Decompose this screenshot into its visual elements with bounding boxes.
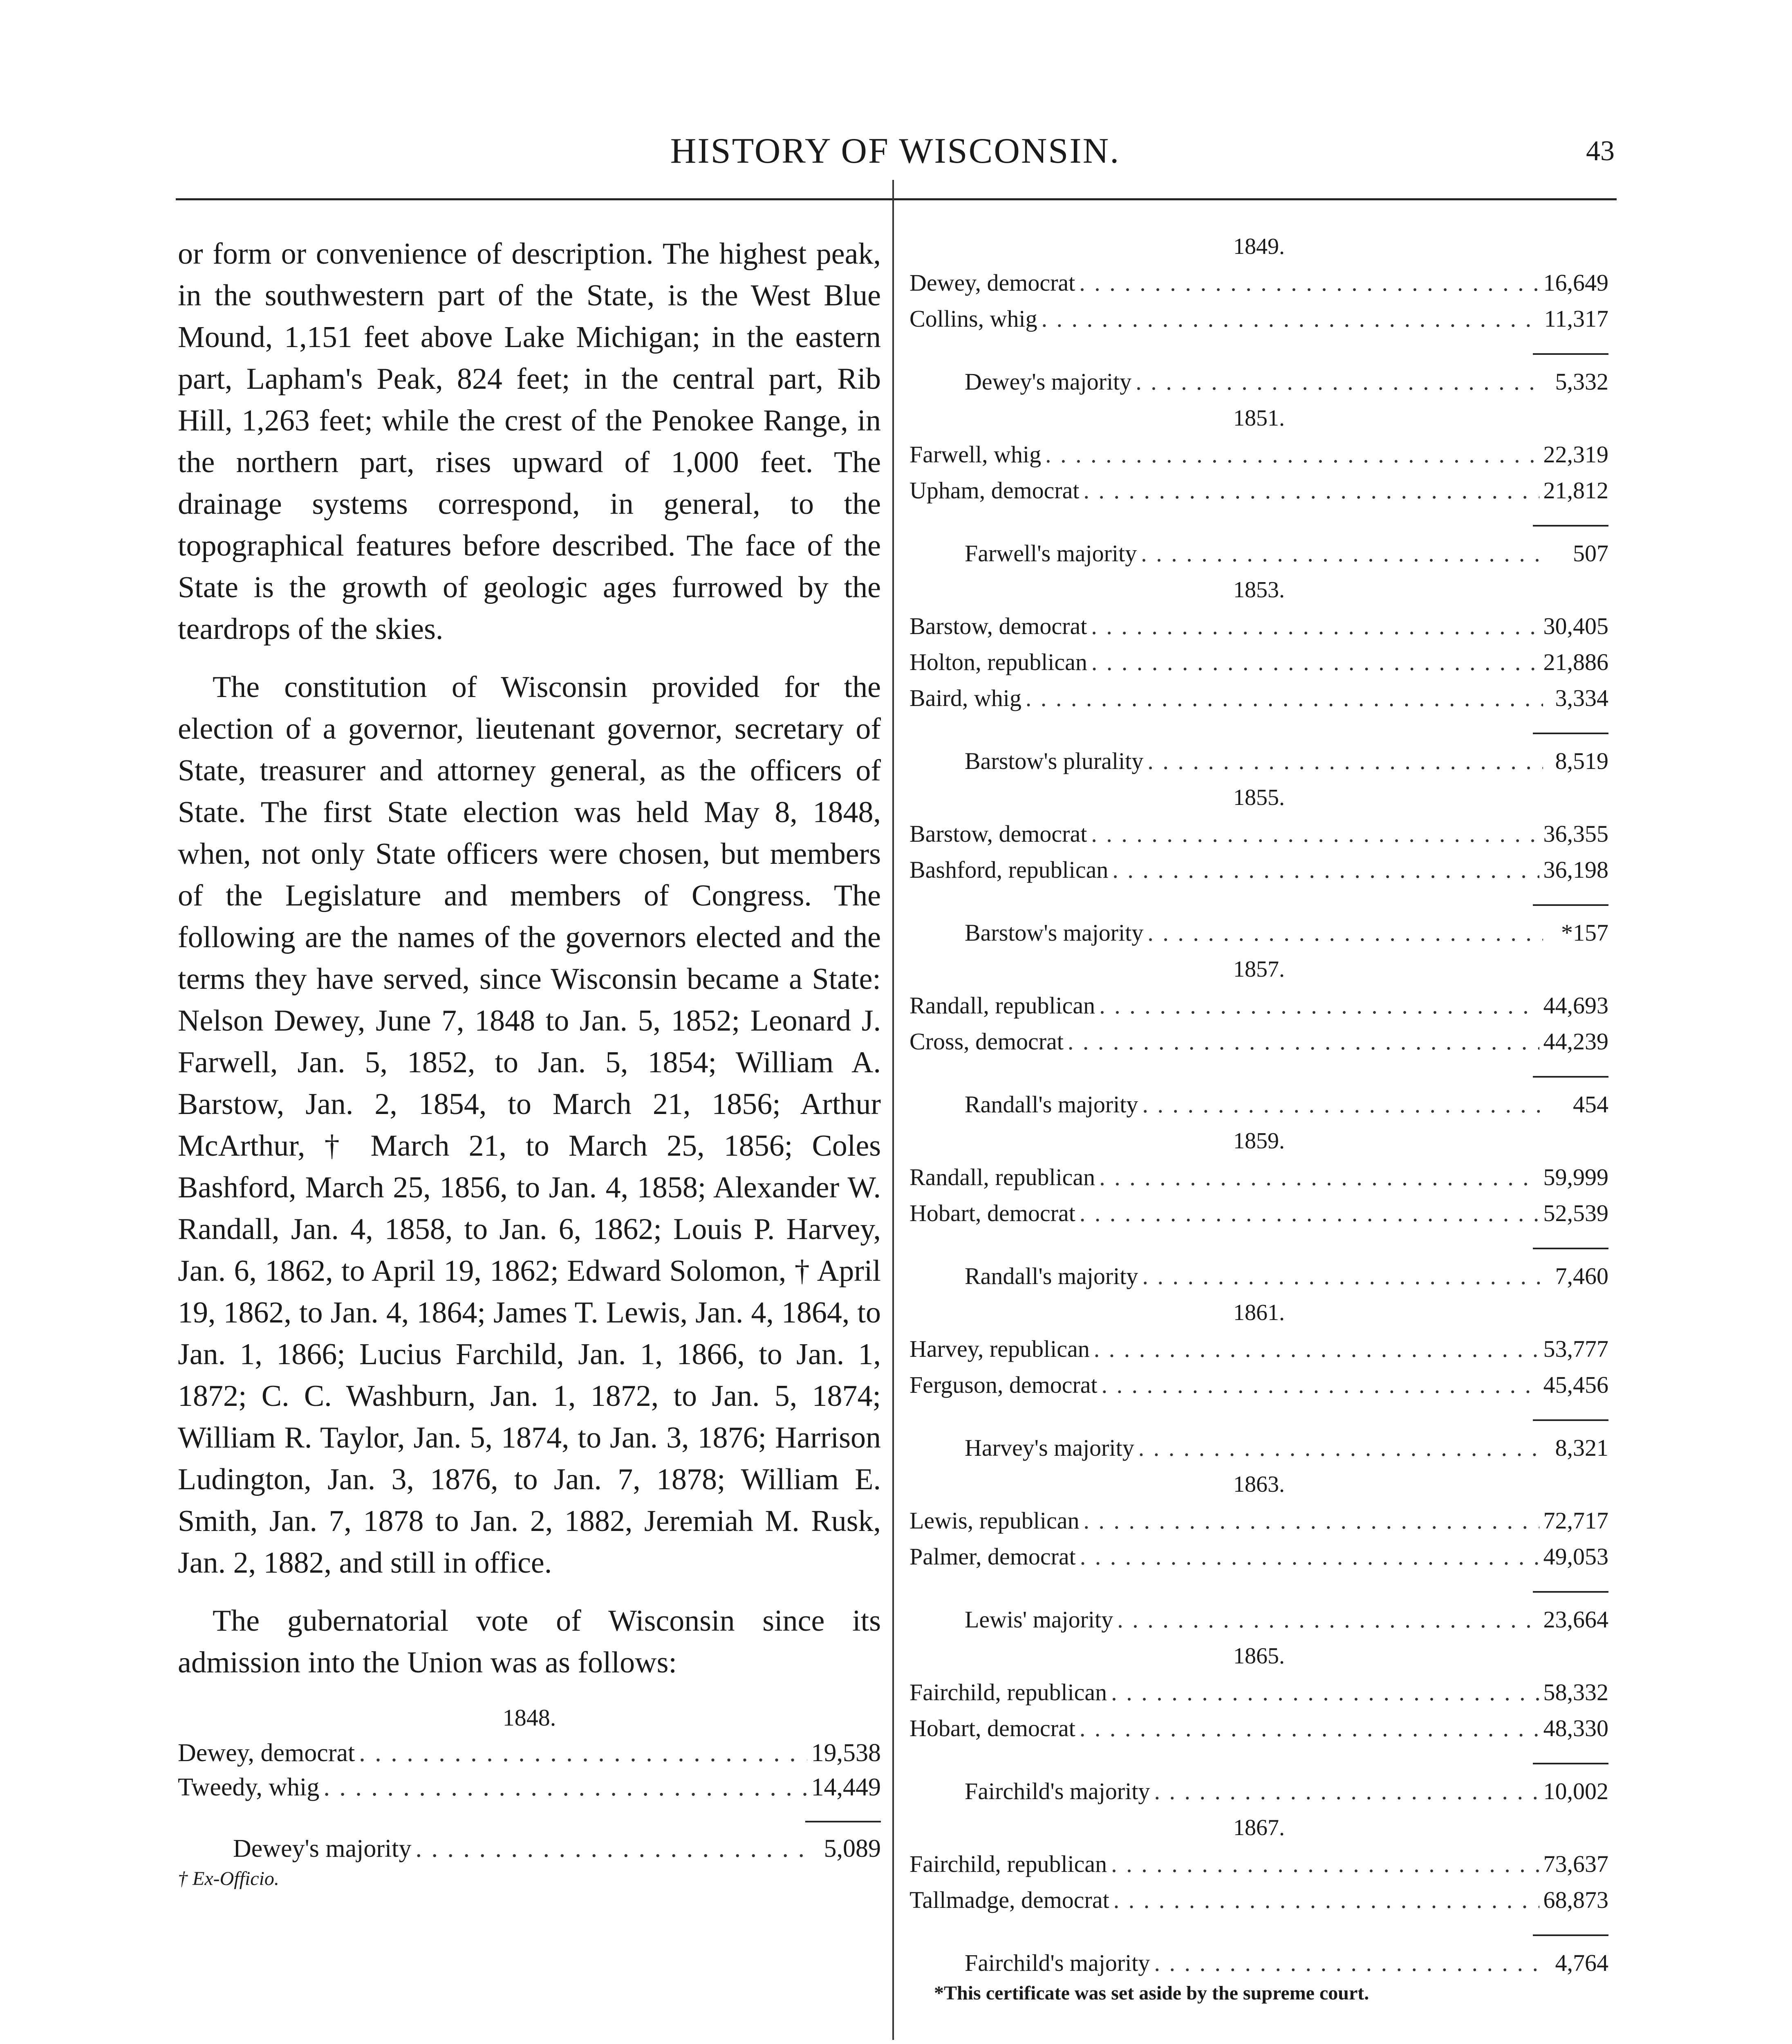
- vote-row: [178, 1770, 881, 1804]
- result-label: Dewey's majority: [965, 368, 1132, 395]
- sum-rule: [1533, 1419, 1608, 1421]
- vote-row: [909, 1331, 1608, 1367]
- vote-year: 1859.: [1233, 1128, 1285, 1154]
- leader-dots: [1147, 915, 1543, 951]
- vote-year: 1857.: [1233, 957, 1285, 982]
- leader-dots: [1045, 437, 1539, 473]
- leader-dots: [415, 1831, 815, 1866]
- result-value: 454: [1573, 1091, 1608, 1118]
- sum-rule: [805, 1821, 881, 1822]
- vote-count: 3,334: [1555, 685, 1608, 711]
- candidate-name: Randall, republican: [909, 1164, 1095, 1190]
- leader-dots: [1084, 473, 1539, 509]
- leader-dots: [1094, 1331, 1539, 1367]
- vote-row: [909, 1367, 1608, 1403]
- candidate-name: Holton, republican: [909, 649, 1087, 675]
- vote-row: [909, 1710, 1608, 1746]
- candidate-name: Harvey, republican: [909, 1336, 1090, 1362]
- vote-row: [909, 1503, 1608, 1539]
- vote-year: 1867.: [1233, 1815, 1285, 1840]
- vote-block: [909, 1123, 1608, 1294]
- vote-row: [909, 1846, 1608, 1882]
- vote-count: 53,777: [1543, 1336, 1608, 1362]
- vote-block: [909, 951, 1608, 1123]
- vote-result-row: [909, 915, 1608, 951]
- leader-dots: [1080, 1195, 1539, 1231]
- page-title: HISTORY OF WISCONSIN.: [670, 131, 1120, 171]
- vote-count: 16,649: [1543, 269, 1608, 296]
- leader-dots: [359, 1736, 807, 1770]
- vote-count: 19,538: [811, 1739, 881, 1767]
- leader-dots: [1141, 536, 1543, 572]
- vote-count: 30,405: [1543, 613, 1608, 639]
- result-value: 23,664: [1543, 1606, 1608, 1633]
- vote-result-row: [909, 1945, 1608, 1981]
- vote-year: 1865.: [1233, 1643, 1285, 1669]
- candidate-name: Fairchild, republican: [909, 1851, 1107, 1877]
- vote-row: [909, 1159, 1608, 1195]
- vote-count: 36,198: [1543, 856, 1608, 883]
- candidate-name: Dewey, democrat: [909, 269, 1075, 296]
- leader-dots: [1079, 265, 1539, 301]
- leader-dots: [1138, 1430, 1543, 1466]
- leader-dots: [1091, 608, 1539, 644]
- page-header: [176, 129, 1615, 174]
- vote-row: [909, 1882, 1608, 1918]
- vote-count: 11,317: [1544, 305, 1608, 332]
- page-number: 43: [1586, 135, 1615, 167]
- result-value: 7,460: [1555, 1263, 1608, 1289]
- vote-year: 1863.: [1233, 1472, 1285, 1497]
- vote-block: [909, 1294, 1608, 1466]
- sum-rule: [1533, 1763, 1608, 1764]
- result-label: Dewey's majority: [233, 1835, 412, 1862]
- result-value: 8,321: [1555, 1434, 1608, 1461]
- vote-block: [909, 779, 1608, 951]
- candidate-name: Hobart, democrat: [909, 1200, 1075, 1226]
- leader-dots: [1142, 1087, 1543, 1123]
- vote-block: [909, 228, 1608, 400]
- vote-year: 1853.: [1233, 577, 1285, 603]
- result-label: Harvey's majority: [965, 1434, 1134, 1461]
- vote-row: [909, 437, 1608, 473]
- vote-block-1848: [178, 1700, 881, 1866]
- sum-rule: [1533, 733, 1608, 734]
- result-label: Farwell's majority: [965, 540, 1137, 567]
- vote-count: 73,637: [1543, 1851, 1608, 1877]
- vote-block: [909, 1809, 1608, 1981]
- vote-row: [909, 680, 1608, 716]
- leader-dots: [1042, 301, 1540, 337]
- vote-result-row: [909, 1258, 1608, 1294]
- vote-count: 44,693: [1543, 992, 1608, 1019]
- vote-row: [909, 265, 1608, 301]
- candidate-name: Tallmadge, democrat: [909, 1887, 1109, 1913]
- vote-count: 36,355: [1543, 820, 1608, 847]
- sum-rule: [1533, 904, 1608, 906]
- leader-dots: [1102, 1367, 1539, 1403]
- vote-result-row: [909, 1773, 1608, 1809]
- result-label: Randall's majority: [965, 1091, 1138, 1118]
- result-value: 8,519: [1555, 748, 1608, 774]
- vote-block: [909, 400, 1608, 572]
- vote-count: 48,330: [1543, 1715, 1608, 1741]
- leader-dots: [1113, 1882, 1539, 1918]
- vote-count: 58,332: [1543, 1679, 1608, 1706]
- candidate-name: Baird, whig: [909, 685, 1021, 711]
- leader-dots: [1111, 1674, 1539, 1710]
- vote-result-row: [909, 743, 1608, 779]
- vote-block: [909, 572, 1608, 779]
- candidate-name: Upham, democrat: [909, 477, 1080, 504]
- result-label: Fairchild's majority: [965, 1778, 1150, 1804]
- vote-count: 72,717: [1543, 1507, 1608, 1534]
- vote-result-row: [178, 1831, 881, 1866]
- vote-row: [909, 608, 1608, 644]
- vote-row: [909, 1674, 1608, 1710]
- result-value: 507: [1573, 540, 1608, 567]
- candidate-name: Hobart, democrat: [909, 1715, 1075, 1741]
- result-value: 5,332: [1555, 368, 1608, 395]
- leader-dots: [1080, 1539, 1539, 1575]
- sum-rule: [1533, 1248, 1608, 1249]
- vote-year: 1851.: [1233, 406, 1285, 431]
- vote-block: [909, 1466, 1608, 1638]
- sum-rule: [1533, 525, 1608, 527]
- vote-result-row: [909, 536, 1608, 572]
- candidate-name: Farwell, whig: [909, 441, 1042, 468]
- candidate-name: Barstow, democrat: [909, 613, 1087, 639]
- paragraph-governors: The constitution of Wisconsin provided for the election of a governor, lieutenant governor, secretary of State, treasurer and attorney general, as the officers of State. The first State election was held May 8, 1848, when, not only State officers were chosen, but members of the Legislature and members of Congress. The following are the names of the governors elected and the terms they have served, since Wisconsin became a State: Nelson Dewey, June 7, 1848 to Jan. 5, 1852; Leonard J. Farwell, Jan. 5, 1852, to Jan. 5, 1854; William A. Barstow, Jan. 2, 1854, to March 21, 1856; Arthur McArthur, † March 21, to March 25, 1856; Coles Bashford, March 25, 1856, to Jan. 4, 1858; Alexander W. Randall, Jan. 4, 1858, to Jan. 6, 1862; Louis P. Harvey, Jan. 6, 1862, to April 19, 1862; Edward Solomon, † April 19, 1862, to Jan. 4, 1864; James T. Lewis, Jan. 4, 1864, to Jan. 1, 1866; Lucius Farchild, Jan. 1, 1866, to Jan. 1, 1872; C. C. Washburn, Jan. 1, 1872, to Jan. 5, 1874; William R. Taylor, Jan. 5, 1874, to Jan. 3, 1876; Harrison Ludington, Jan. 3, 1876, to Jan. 7, 1878; William E. Smith, Jan. 7, 1878 to Jan. 2, 1882, Jeremiah M. Rusk, Jan. 2, 1882, and still in office.: [178, 670, 881, 1580]
- leader-dots: [1091, 816, 1539, 852]
- vote-row: [909, 301, 1608, 337]
- sum-rule: [1533, 1934, 1608, 1936]
- vote-row: [909, 1539, 1608, 1575]
- leader-dots: [323, 1770, 807, 1804]
- candidate-name: Collins, whig: [909, 305, 1037, 332]
- vote-result-row: [909, 364, 1608, 400]
- vote-block: [909, 1638, 1608, 1809]
- vote-year: 1848.: [502, 1704, 556, 1731]
- vote-count: 45,456: [1543, 1372, 1608, 1398]
- vote-count: 44,239: [1543, 1028, 1608, 1055]
- vote-count: 21,886: [1543, 649, 1608, 675]
- vote-row: [909, 473, 1608, 509]
- leader-dots: [1112, 852, 1539, 888]
- candidate-name: Tweedy, whig: [178, 1773, 320, 1801]
- sum-rule: [1533, 1076, 1608, 1078]
- leader-dots: [1111, 1846, 1539, 1882]
- vote-count: 68,873: [1543, 1887, 1608, 1913]
- vote-row: [909, 816, 1608, 852]
- leader-dots: [1091, 644, 1539, 680]
- result-label: Barstow's majority: [965, 919, 1144, 946]
- vote-row: [178, 1736, 881, 1770]
- candidate-name: Dewey, democrat: [178, 1739, 355, 1767]
- result-value: 5,089: [824, 1835, 881, 1862]
- leader-dots: [1026, 680, 1543, 716]
- right-column: [909, 228, 1608, 2005]
- result-label: Randall's majority: [965, 1263, 1138, 1289]
- footnote-certificate: *This certificate was set aside by the supreme court.: [934, 1982, 1369, 2004]
- candidate-name: Barstow, democrat: [909, 820, 1087, 847]
- footnote-ex-officio: † Ex-Officio.: [178, 1868, 279, 1889]
- vote-count: 14,449: [811, 1773, 881, 1801]
- paragraph-vote-intro: The gubernatorial vote of Wisconsin since its admission into the Union was as follows:: [178, 1604, 881, 1679]
- leader-dots: [1117, 1602, 1539, 1638]
- vote-result-row: [909, 1087, 1608, 1123]
- candidate-name: Cross, democrat: [909, 1028, 1064, 1055]
- candidate-name: Randall, republican: [909, 992, 1095, 1019]
- result-value: 10,002: [1543, 1778, 1608, 1804]
- vote-result-row: [909, 1602, 1608, 1638]
- leader-dots: [1142, 1258, 1543, 1294]
- leader-dots: [1084, 1503, 1539, 1539]
- result-value: 4,764: [1555, 1950, 1608, 1976]
- vote-year: 1849.: [1233, 234, 1285, 259]
- vote-row: [909, 988, 1608, 1024]
- candidate-name: Ferguson, democrat: [909, 1372, 1098, 1398]
- vote-count: 59,999: [1543, 1164, 1608, 1190]
- leader-dots: [1154, 1773, 1539, 1809]
- vote-row: [909, 852, 1608, 888]
- candidate-name: Fairchild, republican: [909, 1679, 1107, 1706]
- vote-row: [909, 644, 1608, 680]
- vote-result-row: [909, 1430, 1608, 1466]
- column-divider: [892, 180, 894, 2040]
- vote-row: [909, 1195, 1608, 1231]
- candidate-name: Lewis, republican: [909, 1507, 1080, 1534]
- candidate-name: Bashford, republican: [909, 856, 1109, 883]
- vote-blocks: [909, 228, 1608, 1981]
- vote-year: 1861.: [1233, 1300, 1285, 1325]
- header-rule: [176, 198, 1617, 200]
- vote-year: 1855.: [1233, 785, 1285, 810]
- sum-rule: [1533, 1591, 1608, 1593]
- paragraph-topography: or form or convenience of description. The highest peak, in the southwestern part of the State, is the West Blue Mound, 1,151 feet above Lake Michigan; in the eastern part, Lapham's Peak, 824 feet; in the central part, Rib Hill, 1,263 feet; while the crest of the Penokee Range, in the northern part, rises upward of 1,000 feet. The drainage systems correspond, in general, to the topographical features before described. The face of the State is the growth of geologic ages furrowed by the teardrops of the skies.: [178, 237, 881, 646]
- left-column: [178, 233, 881, 1891]
- result-label: Lewis' majority: [965, 1606, 1113, 1633]
- vote-count: 52,539: [1543, 1200, 1608, 1226]
- result-label: Fairchild's majority: [965, 1950, 1150, 1976]
- leader-dots: [1080, 1710, 1539, 1746]
- leader-dots: [1099, 1159, 1539, 1195]
- leader-dots: [1099, 988, 1539, 1024]
- leader-dots: [1068, 1024, 1539, 1060]
- leader-dots: [1136, 364, 1543, 400]
- result-value: *157: [1561, 919, 1608, 946]
- vote-row: [909, 1024, 1608, 1060]
- leader-dots: [1154, 1945, 1543, 1981]
- vote-count: 21,812: [1543, 477, 1608, 504]
- leader-dots: [1147, 743, 1543, 779]
- sum-rule: [1533, 353, 1608, 355]
- vote-count: 22,319: [1543, 441, 1608, 468]
- vote-count: 49,053: [1543, 1543, 1608, 1570]
- candidate-name: Palmer, democrat: [909, 1543, 1076, 1570]
- result-label: Barstow's plurality: [965, 748, 1144, 774]
